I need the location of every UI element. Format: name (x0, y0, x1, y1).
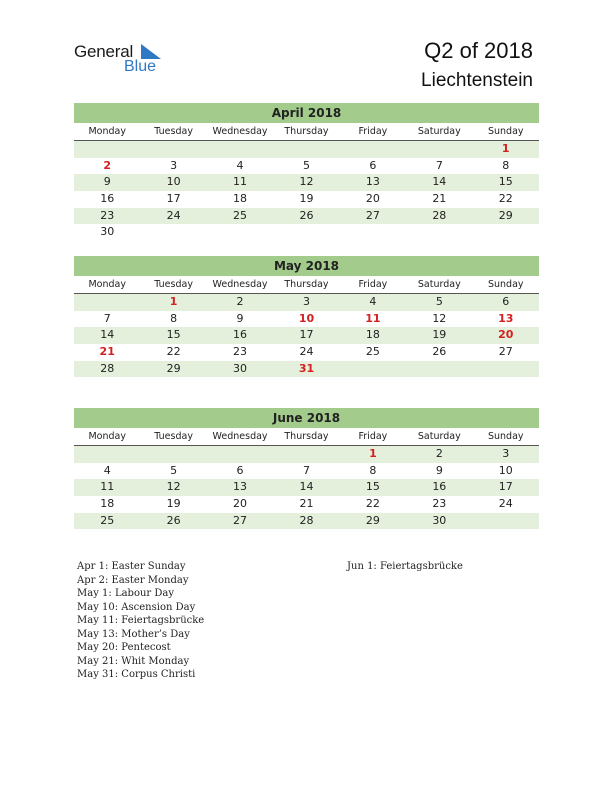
week-row (74, 463, 539, 480)
weekday-label: Sunday (487, 279, 524, 290)
holiday-note: May 20: Pentecost (77, 642, 171, 653)
week-row (74, 344, 539, 361)
day-cell: 30 (100, 225, 115, 239)
day-cell: 24 (498, 497, 513, 511)
day-cell (74, 294, 140, 311)
day-cell (207, 446, 273, 463)
day-cell: 16 (100, 192, 115, 206)
month-header: April 2018 (74, 103, 539, 123)
day-cell: 11 (100, 480, 115, 494)
day-cell: 3 (170, 158, 178, 172)
day-cell: 10 (498, 463, 513, 477)
day-cell (74, 446, 140, 463)
day-cell: 27 (233, 513, 248, 527)
weekday-label: Saturday (417, 431, 461, 442)
day-cell: 26 (299, 208, 314, 222)
week-row (74, 294, 539, 311)
day-cell: 5 (170, 463, 178, 477)
day-cell: 14 (432, 175, 447, 189)
day-cell: 2 (435, 447, 443, 460)
day-cell: 21 (432, 192, 447, 206)
week-row (74, 361, 539, 378)
day-cell (273, 141, 339, 158)
holiday-note: Apr 2: Easter Monday (77, 574, 189, 586)
day-cell: 15 (166, 328, 181, 342)
day-cell: 2 (236, 295, 244, 308)
weekday-label: Thursday (284, 431, 329, 442)
day-cell: 28 (432, 208, 447, 222)
day-cell: 13 (365, 175, 380, 189)
day-cell: 13 (233, 480, 248, 494)
day-cell: 5 (435, 295, 443, 308)
day-cell: 23 (233, 345, 248, 359)
day-cell: 4 (103, 463, 111, 477)
holiday-note: May 10: Ascension Day (77, 601, 196, 613)
month-calendar (74, 103, 539, 241)
day-cell (406, 141, 472, 158)
holiday-list-right (347, 560, 463, 574)
month-calendar (74, 256, 539, 377)
day-cell (473, 361, 539, 378)
day-cell: 11 (233, 175, 248, 189)
day-cell (340, 361, 406, 378)
day-cell: 24 (166, 208, 181, 222)
day-cell: 14 (299, 480, 314, 494)
week-row (74, 311, 539, 328)
day-cell: 27 (365, 208, 380, 222)
day-cell: 28 (299, 513, 314, 527)
day-cell: 8 (170, 311, 178, 325)
day-cell: 9 (236, 311, 244, 325)
day-cell: 10 (166, 175, 181, 189)
week-row (74, 208, 539, 225)
weekday-label: Thursday (284, 126, 329, 137)
holiday-date: 13 (498, 311, 514, 325)
day-cell (406, 224, 472, 241)
day-cell (140, 141, 206, 158)
weekday-label: Monday (88, 279, 126, 290)
day-cell: 14 (100, 328, 115, 342)
day-cell: 6 (502, 295, 510, 308)
day-cell: 4 (236, 158, 244, 172)
day-cell: 23 (100, 208, 115, 222)
day-cell: 15 (498, 175, 513, 189)
day-cell: 12 (166, 480, 181, 494)
day-cell: 7 (103, 311, 111, 325)
holiday-list-left (77, 560, 204, 682)
weekday-label: Tuesday (154, 279, 193, 290)
page-title: Q2 of 2018 (424, 38, 533, 63)
day-cell: 29 (498, 208, 513, 222)
day-cell (207, 224, 273, 241)
brand-logo (74, 42, 174, 78)
day-cell (140, 446, 206, 463)
day-cell: 16 (233, 328, 248, 342)
logo-text-general: General (74, 42, 134, 61)
holiday-note: May 1: Labour Day (77, 588, 174, 599)
week-row (74, 191, 539, 208)
weekday-label: Sunday (487, 126, 524, 137)
holiday-note: May 31: Corpus Christi (77, 669, 196, 680)
day-cell (273, 224, 339, 241)
weekday-label: Saturday (417, 126, 461, 137)
day-cell (340, 224, 406, 241)
weekday-label: Tuesday (154, 431, 193, 442)
day-cell: 9 (103, 175, 111, 189)
day-cell: 7 (302, 463, 310, 477)
weekday-label: Thursday (284, 279, 329, 290)
holiday-date: 11 (365, 311, 381, 325)
week-row (74, 141, 539, 158)
day-cell: 18 (365, 328, 380, 342)
holiday-date: 21 (99, 345, 115, 359)
day-cell: 29 (166, 361, 181, 375)
month-header: May 2018 (74, 256, 539, 276)
holiday-date: 31 (298, 361, 315, 375)
day-cell: 26 (432, 345, 447, 359)
weekday-label: Wednesday (212, 126, 268, 137)
day-cell: 29 (365, 513, 380, 527)
day-cell: 4 (369, 295, 377, 308)
holiday-note: Jun 1: Feiertagsbrücke (347, 561, 463, 572)
day-cell: 25 (100, 513, 115, 527)
week-row (74, 174, 539, 191)
logo-text-blue: Blue (124, 58, 157, 75)
week-row (74, 158, 539, 175)
day-cell: 22 (498, 192, 513, 206)
day-cell: 21 (299, 497, 314, 511)
day-cell: 7 (435, 158, 443, 172)
week-row (74, 446, 539, 463)
day-cell: 25 (233, 208, 248, 222)
day-cell (207, 141, 273, 158)
holiday-note: Apr 1: Easter Sunday (77, 561, 186, 572)
day-cell: 18 (233, 192, 248, 206)
day-cell: 19 (432, 328, 447, 342)
day-cell: 30 (432, 513, 447, 527)
day-cell: 6 (236, 463, 244, 477)
weekday-label: Tuesday (154, 126, 193, 137)
holiday-date: 10 (298, 311, 315, 325)
day-cell: 28 (100, 361, 115, 375)
holiday-note: May 13: Mother’s Day (77, 628, 190, 640)
weekday-label: Friday (358, 279, 388, 290)
day-cell: 15 (365, 480, 380, 494)
day-cell: 12 (299, 175, 314, 189)
day-cell: 22 (166, 345, 181, 359)
holiday-date: 1 (169, 295, 178, 308)
day-cell: 24 (299, 345, 314, 359)
week-row (74, 327, 539, 344)
weekday-label: Monday (88, 126, 126, 137)
weekday-header-row (74, 276, 539, 294)
day-cell: 3 (502, 447, 510, 460)
day-cell: 20 (365, 192, 380, 206)
weekday-label: Saturday (417, 279, 461, 290)
day-cell: 20 (233, 497, 248, 511)
month-calendar (74, 408, 539, 529)
day-cell: 26 (166, 513, 181, 527)
country-name: Liechtenstein (421, 70, 533, 91)
day-cell: 8 (502, 158, 510, 172)
week-row (74, 224, 539, 241)
month-header: June 2018 (74, 408, 539, 428)
weekday-label: Friday (358, 431, 388, 442)
day-cell: 5 (302, 158, 310, 172)
day-cell: 8 (369, 463, 377, 477)
weekday-header-row (74, 428, 539, 446)
day-cell (473, 224, 539, 241)
day-cell (473, 513, 539, 530)
day-cell (74, 141, 140, 158)
day-cell: 17 (299, 328, 314, 342)
day-cell: 22 (365, 497, 380, 511)
weekday-label: Monday (88, 431, 126, 442)
day-cell: 16 (432, 480, 447, 494)
week-row (74, 496, 539, 513)
day-cell: 30 (233, 361, 248, 375)
holiday-note: May 11: Feiertagsbrücke (77, 615, 205, 626)
day-cell: 19 (166, 497, 181, 511)
day-cell: 17 (166, 192, 181, 206)
holiday-date: 20 (498, 328, 514, 342)
day-cell: 12 (432, 311, 447, 325)
weekday-label: Wednesday (212, 279, 268, 290)
weekday-label: Wednesday (212, 431, 268, 442)
holiday-date: 1 (369, 447, 377, 460)
day-cell: 19 (299, 192, 314, 206)
week-row (74, 479, 539, 496)
day-cell: 9 (435, 463, 443, 477)
day-cell: 17 (498, 480, 513, 494)
day-cell: 18 (100, 497, 115, 511)
day-cell: 6 (369, 158, 377, 172)
day-cell (406, 361, 472, 378)
day-cell (273, 446, 339, 463)
holiday-note: May 21: Whit Monday (77, 655, 190, 667)
day-cell (140, 224, 206, 241)
holiday-date: 2 (103, 158, 112, 172)
day-cell: 27 (498, 345, 513, 359)
weekday-label: Friday (358, 126, 388, 137)
week-row (74, 513, 539, 530)
day-cell: 23 (432, 497, 447, 511)
logo-triangle-icon (141, 44, 161, 59)
day-cell (340, 141, 406, 158)
weekday-header-row (74, 123, 539, 141)
day-cell: 3 (302, 295, 310, 308)
weekday-label: Sunday (487, 431, 524, 442)
holiday-date: 1 (501, 142, 510, 155)
day-cell: 25 (365, 345, 380, 359)
